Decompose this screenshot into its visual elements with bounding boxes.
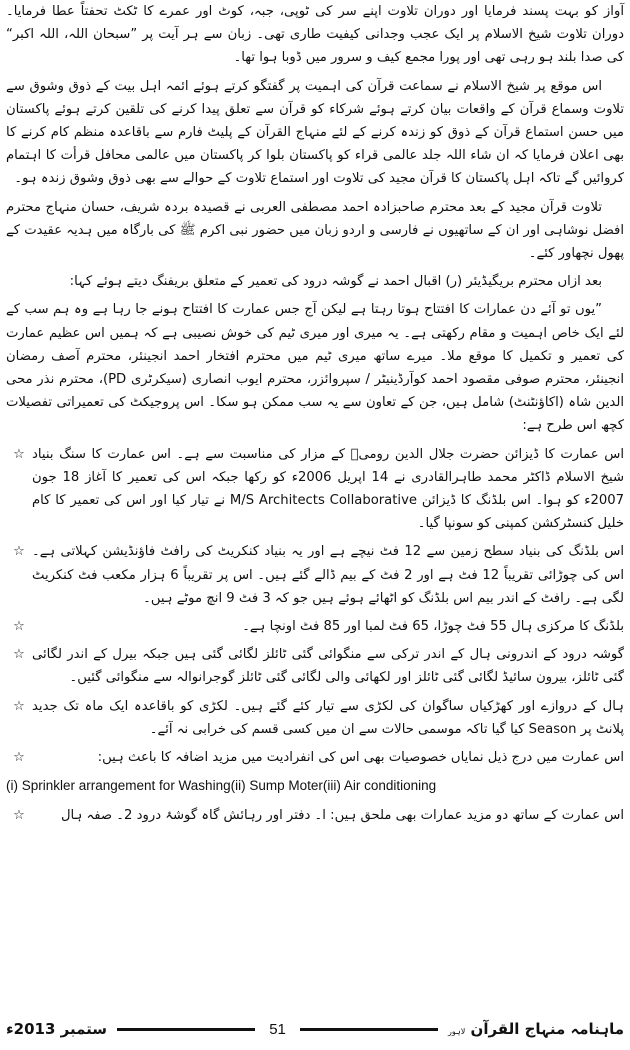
magazine-title bbox=[448, 1020, 624, 1038]
list-item bbox=[6, 540, 624, 610]
list-item bbox=[6, 804, 624, 827]
article-body bbox=[6, 0, 624, 827]
list-item-text: اس عمارت کا ڈیزائن حضرت جلال الدین رومیؒ کے مزار کی مناسبت سے ہے۔ اس عمارت کا سنگ بنیاد شیخ الاسلام ڈاکٹر محمد طاہرالقادری نے 14 اپریل 2006ء کو رکھا جبکہ اس کی تعمیر کا آغاز 18 جون 2007ء کو ہوا۔ اس بلڈنگ کا ڈیزائن M/S Architects Collaborative نے تیار کیا اور اس کی تعمیر کا کام خلیل کنسٹرکشن کمپنی کو سونپا گیا۔ bbox=[32, 446, 624, 532]
magazine-city: لاہور bbox=[448, 1027, 466, 1036]
footer-rule bbox=[117, 1028, 255, 1031]
paragraph-naat: تلاوت قرآن مجید کے بعد محترم صاحبزادہ احمد مصطفی العربی نے قصیدہ بردہ شریف، حسان منہاج محترم افضل نوشاہی اور ان کے ساتھیوں نے فارسی و اردو زبان میں حضور نبی اکرم ﷺ کی بارگاہ میں ہدیہ عقیدت کے پھول نچھاور کئے۔ bbox=[6, 199, 624, 262]
paragraph-briefing-intro: بعد ازاں محترم بریگیڈیئر (ر) اقبال احمد نے گوشہ درود کی تعمیر کے متعلق بریفنگ دیتے ہوئے کہا: bbox=[69, 274, 602, 290]
list-item-text: اس بلڈنگ کی بنیاد سطح زمین سے 12 فٹ نیچے ہے اور یہ بنیاد کنکریٹ کی رافٹ فاؤنڈیشن کہلاتی ہے۔ اس کی چوڑائی تقریباً 12 فٹ ہے اور 2 فٹ کے بیم ڈالے گئے ہیں۔ اس پر تقریباً 6 ہزار مکعب فٹ کنکریٹ لگی ہے۔ رافٹ کے اندر بیم اس بلڈنگ کو اٹھائے ہوئے ہیں جو کہ 3 فٹ 9 انچ موٹے ہیں۔ bbox=[32, 544, 625, 606]
list-item bbox=[6, 443, 624, 536]
magazine-name: ماہنامہ منہاج القرآن bbox=[470, 1020, 624, 1038]
star-bullet-icon: ☆ bbox=[13, 446, 25, 462]
list-item bbox=[6, 615, 624, 638]
features-line: (i) Sprinkler arrangement for Washing(ii) Sump Moter(iii) Air conditioning bbox=[6, 778, 437, 794]
star-bullet-icon: ☆ bbox=[13, 750, 25, 766]
briefing-quote: ”یوں تو آئے دن عمارات کا افتتاح ہوتا رہتا ہے لیکن آج جس عمارت کا افتتاح ہونے جا رہا ہے وہ ہم سب کے لئے ایک خاص اہمیت و مقام رکھتی ہے۔ یہ میری اور میری ٹیم کی خوش نصیبی ہے کہ ہمیں اس عظیم عمارت کی تعمیر و تکمیل کا موقع ملا۔ میرے ساتھ میری ٹیم میں محترم افتخار احمد انجینئر، محترم آصف رمضان انجینئر، محترم صوفی مقصود احمد کوآرڈینیٹر / سپروائزر، محترم ایوب انصاری (سیکرٹری PD)، محترم نذر محی الدین شاہ (اکاؤنٹنٹ) شامل ہیں، جن کے تعاون سے یہ سب ممکن ہو سکا۔ اس پروجیکٹ کی تعمیراتی تفصیلات کچھ اس طرح ہے: bbox=[6, 302, 624, 434]
magazine-page bbox=[6, 0, 624, 1050]
star-bullet-icon: ☆ bbox=[13, 647, 25, 663]
list-item-text: اس عمارت کے ساتھ دو مزید عمارات بھی ملحق ہیں: ا۔ دفتر اور رہائش گاہ گوشۂ درود 2۔ صفہ ہال bbox=[60, 807, 624, 823]
list-item-text: اس عمارت میں درج ذیل نمایاں خصوصیات بھی اس کی انفرادیت میں مزید اضافہ کا باعث ہیں: bbox=[97, 750, 624, 766]
list-item bbox=[6, 746, 624, 769]
issue-date: ستمبر 2013ء bbox=[6, 1020, 108, 1038]
page-number: 51 bbox=[269, 1020, 286, 1038]
paragraph-recitation: آواز کو بہت پسند فرمایا اور دوران تلاوت اپنے سر کی ٹوپی، جبہ، کوٹ اور عمرے کا ٹکٹ تحفتاً عطا فرمایا۔ دوران تلاوت شیخ الاسلام پر ایک عجب وجدانی کیفیت طاری تھی۔ زبان سے ہر آیت پر ”سبحان اللہ، اللہ اکبر“ کی صدا بلند ہو رہی تھی اور پورا مجمع کیف و سرور میں ڈوبا ہوا تھا۔ bbox=[6, 4, 624, 66]
paragraph-address: اس موقع پر شیخ الاسلام نے سماعت قرآن کی اہمیت پر گفتگو کرتے ہوئے ائمہ اہل بیت کے ذوق وشوق سے تلاوت وسماع قرآن کے واقعات بیان کرتے ہوئے شرکاء کو قرآن سے تعلق پیدا کرنے کی تلقین کرتے ہوئے پاکستان میں حسن استماع قرآن کے ذوق کو زندہ کرنے کے لئے منہاج القرآن کے پلیٹ فارم سے باقاعدہ منظم کام کرنے کا بھی اعلان فرمایا کہ ان شاء اللہ جلد عالمی قراء کو پاکستان بلوا کر پاکستان میں عالمی محافل قرأت کا اہتمام کروائیں گے تاکہ اہل پاکستان کا قرآن مجید کی تلاوت اور استماع تلاوت کے حوالے سے بھی ذوق وشوق زندہ ہو۔ bbox=[6, 78, 624, 187]
star-bullet-icon: ☆ bbox=[13, 698, 25, 714]
footer-rule bbox=[300, 1028, 438, 1031]
star-bullet-icon: ☆ bbox=[13, 807, 25, 823]
list-item-text: بلڈنگ کا مرکزی ہال 55 فٹ چوڑا، 65 فٹ لمبا اور 85 فٹ اونچا ہے۔ bbox=[242, 619, 624, 635]
list-item-text: ہال کے دروازے اور کھڑکیاں ساگوان کی لکڑی سے تیار کئے گئے ہیں۔ لکڑی کو باقاعدہ ایک ماہ تک جدید پلانٹ پر Season کیا گیا تاکہ موسمی حالات سے ان میں کسی قسم کی خرابی نہ آئے۔ bbox=[32, 698, 624, 737]
list-item bbox=[6, 695, 624, 741]
list-item-text: گوشہ درود کے اندرونی ہال کے اندر ترکی سے منگوائی گئی ٹائلز لگائی گئی ہیں جبکہ بیرل کے اندر لگائی گئی ٹائلز، بیرون سائیڈ لگائی گئی ٹائلز اور لکھائی والی لگائی گئی ٹائلز گوجرانوالہ سے منگوائی گئیں۔ bbox=[32, 647, 624, 686]
list-item bbox=[6, 643, 624, 689]
star-bullet-icon: ☆ bbox=[13, 619, 25, 635]
page-footer bbox=[6, 1014, 624, 1044]
star-bullet-icon: ☆ bbox=[13, 544, 25, 560]
